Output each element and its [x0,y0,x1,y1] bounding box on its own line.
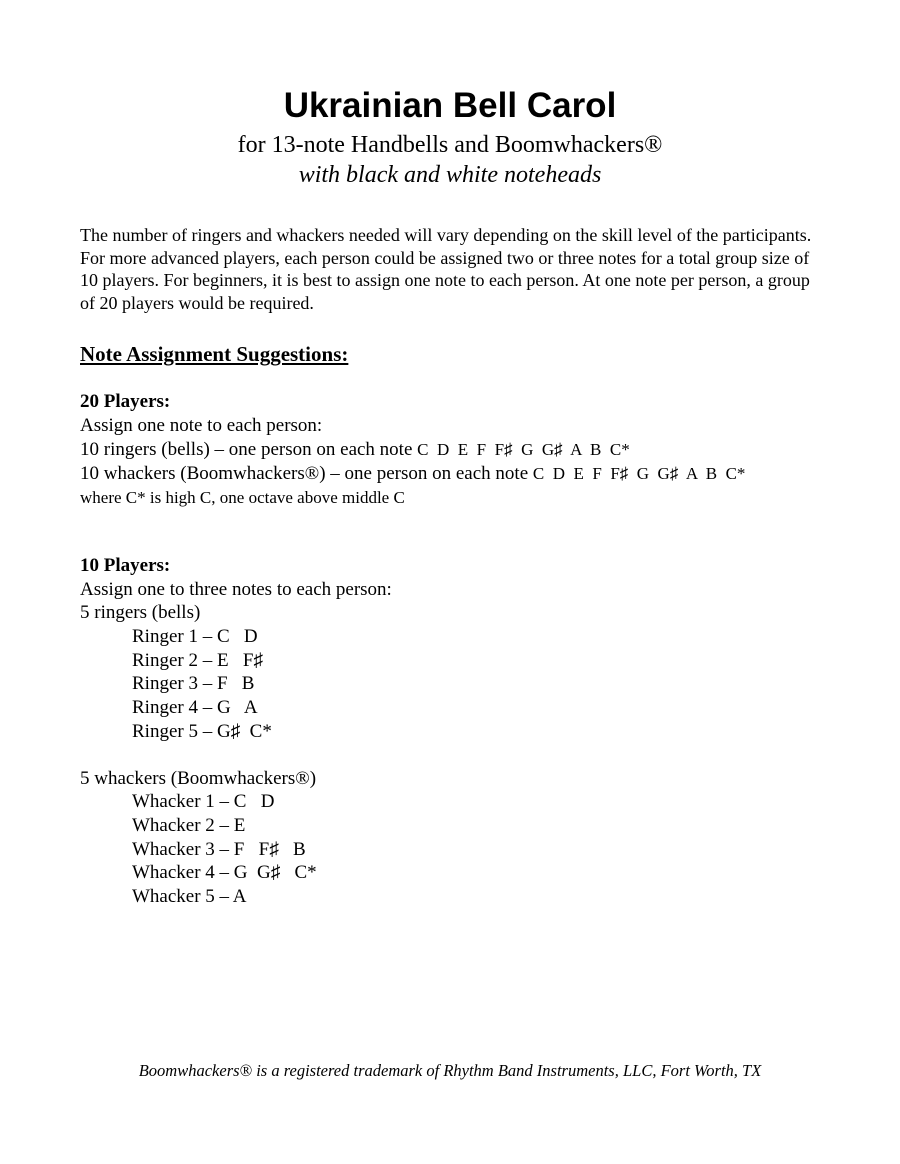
intro-paragraph: The number of ringers and whackers needed will vary depending on the skill level of the participants. For more advanced players, each person could be assigned two or three notes for a total group size of 10 players. For beginners, it is best to assign one note to each person. At one note per person, a group of 20 players would be required. [80,225,812,313]
twenty-players-ringers-line [80,438,630,462]
ten-players-heading: 10 Players: [80,555,171,576]
page-subtitle: for 13-note Handbells and Boomwhackers® [237,132,663,158]
trademark-footer: Boomwhackers® is a registered trademark of Rhythm Band Instruments, LLC, Fort Worth, TX [138,1061,762,1080]
section-heading: Note Assignment Suggestions: [80,342,349,366]
ten-players-instruction: Assign one to three notes to each person: [80,579,392,600]
whacker-assignment: Whacker 2 – E [132,815,246,836]
whacker-assignment: Whacker 3 – F F♯ B [132,839,306,860]
twenty-players-whackers-notes: C D E F F♯ G G♯ A B C* [532,464,746,483]
twenty-players-whackers-text: 10 whackers (Boomwhackers®) – one person on each note [80,463,529,484]
ringer-assignment: Ringer 4 – G A [132,697,258,718]
ringer-assignment: Ringer 3 – F B [132,673,255,694]
whacker-assignment: Whacker 5 – A [132,886,247,907]
twenty-players-heading: 20 Players: [80,391,171,412]
ringer-assignment: Ringer 2 – E F♯ [132,650,263,671]
twenty-players-instruction: Assign one note to each person: [80,415,323,436]
note-definition: where C* is high C, one octave above middle C [80,488,405,507]
whacker-assignment: Whacker 4 – G G♯ C* [132,862,317,883]
twenty-players-ringers-notes: C D E F F♯ G G♯ A B C* [417,440,630,459]
ringer-assignment: Ringer 1 – C D [132,626,258,647]
page-subtitle-italic: with black and white noteheads [298,162,602,188]
ringer-assignment: Ringer 5 – G♯ C* [132,721,272,742]
ringers-heading: 5 ringers (bells) [80,602,201,623]
twenty-players-ringers-text: 10 ringers (bells) – one person on each note [80,439,413,460]
twenty-players-whackers-line [80,462,745,486]
whacker-assignment: Whacker 1 – C D [132,791,275,812]
page-title: Ukrainian Bell Carol [283,86,617,125]
whackers-heading: 5 whackers (Boomwhackers®) [80,768,317,789]
